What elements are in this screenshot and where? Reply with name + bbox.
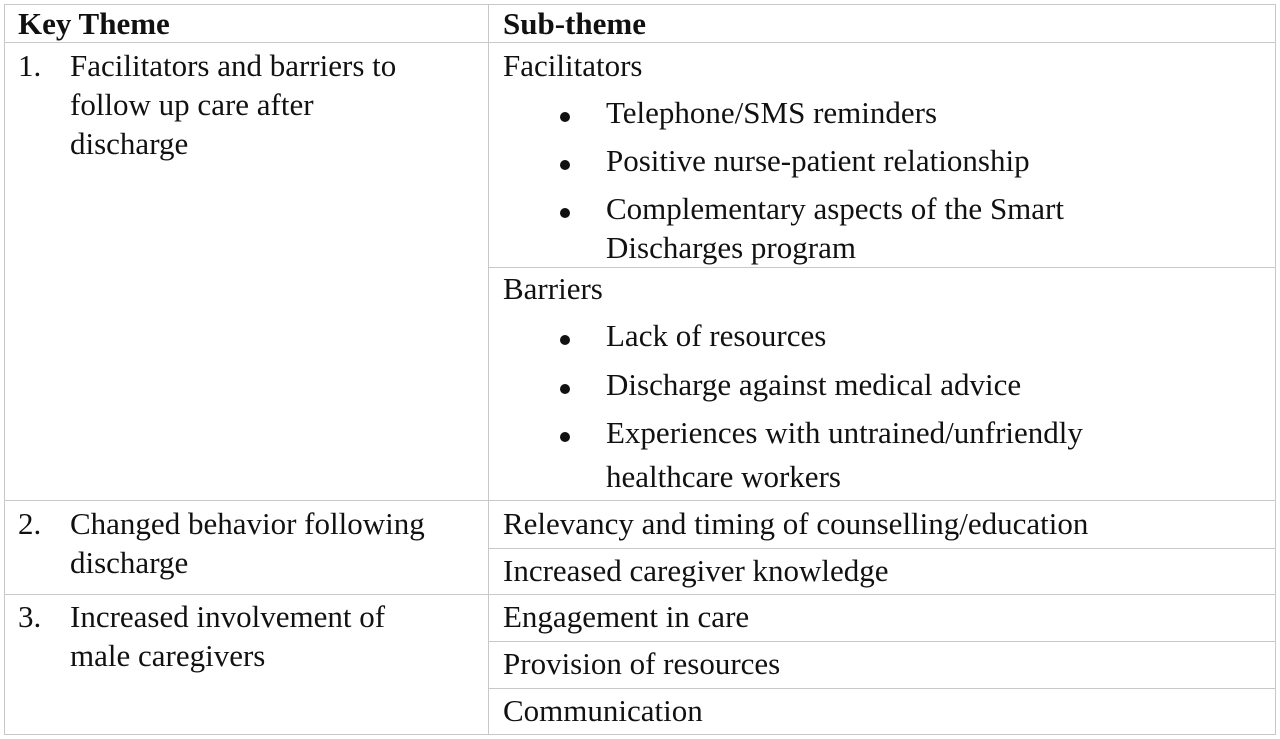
row1-number: 1. (18, 48, 42, 83)
row3-theme-line: male caregivers (70, 638, 266, 673)
row2-subtheme: Relevancy and timing of counselling/education (503, 506, 1089, 541)
facilitator-item-continuation: Discharges program (606, 230, 856, 265)
row3-subtheme: Engagement in care (503, 599, 750, 634)
barrier-item: Discharge against medical advice (606, 367, 1022, 402)
row2-subtheme: Increased caregiver knowledge (503, 553, 889, 588)
row3-subtheme: Communication (503, 693, 703, 728)
row2-number: 2. (18, 506, 42, 541)
table-border-left (4, 4, 5, 735)
facilitator-item: Complementary aspects of the Smart (606, 191, 1064, 226)
row1-theme-line: Facilitators and barriers to (70, 48, 397, 83)
subrow-divider (488, 548, 1276, 549)
themes-table (4, 4, 1276, 735)
row1-theme-line: discharge (70, 126, 189, 161)
row1-divider (4, 500, 1276, 501)
facilitator-item: Positive nurse-patient relationship (606, 143, 1030, 178)
barrier-item: Lack of resources (606, 318, 827, 353)
table-border-right (1275, 4, 1276, 735)
bullet-icon (560, 112, 570, 122)
row3-theme-line: Increased involvement of (70, 599, 386, 634)
barrier-item: Experiences with untrained/unfriendly (606, 415, 1083, 450)
header-sub-theme: Sub-theme (503, 6, 646, 41)
table-border-bottom (4, 734, 1276, 735)
row3-subtheme: Provision of resources (503, 646, 781, 681)
barrier-item-continuation: healthcare workers (606, 459, 841, 494)
row2-theme-line: discharge (70, 545, 189, 580)
row2-divider (4, 594, 1276, 595)
bullet-icon (560, 208, 570, 218)
facilitator-item: Telephone/SMS reminders (606, 95, 938, 130)
row2-theme-line: Changed behavior following (70, 506, 425, 541)
row1-theme-line: follow up care after (70, 87, 314, 122)
bullet-icon (560, 432, 570, 442)
facilitators-label: Facilitators (503, 48, 643, 83)
row3-number: 3. (18, 599, 42, 634)
bullet-icon (560, 335, 570, 345)
barriers-label: Barriers (503, 271, 603, 306)
bullet-icon (560, 160, 570, 170)
header-key-theme: Key Theme (18, 6, 170, 41)
bullet-icon (560, 384, 570, 394)
subrow-divider (488, 641, 1276, 642)
subrow-divider (488, 688, 1276, 689)
subrow-divider (488, 267, 1276, 268)
column-divider (488, 4, 489, 735)
